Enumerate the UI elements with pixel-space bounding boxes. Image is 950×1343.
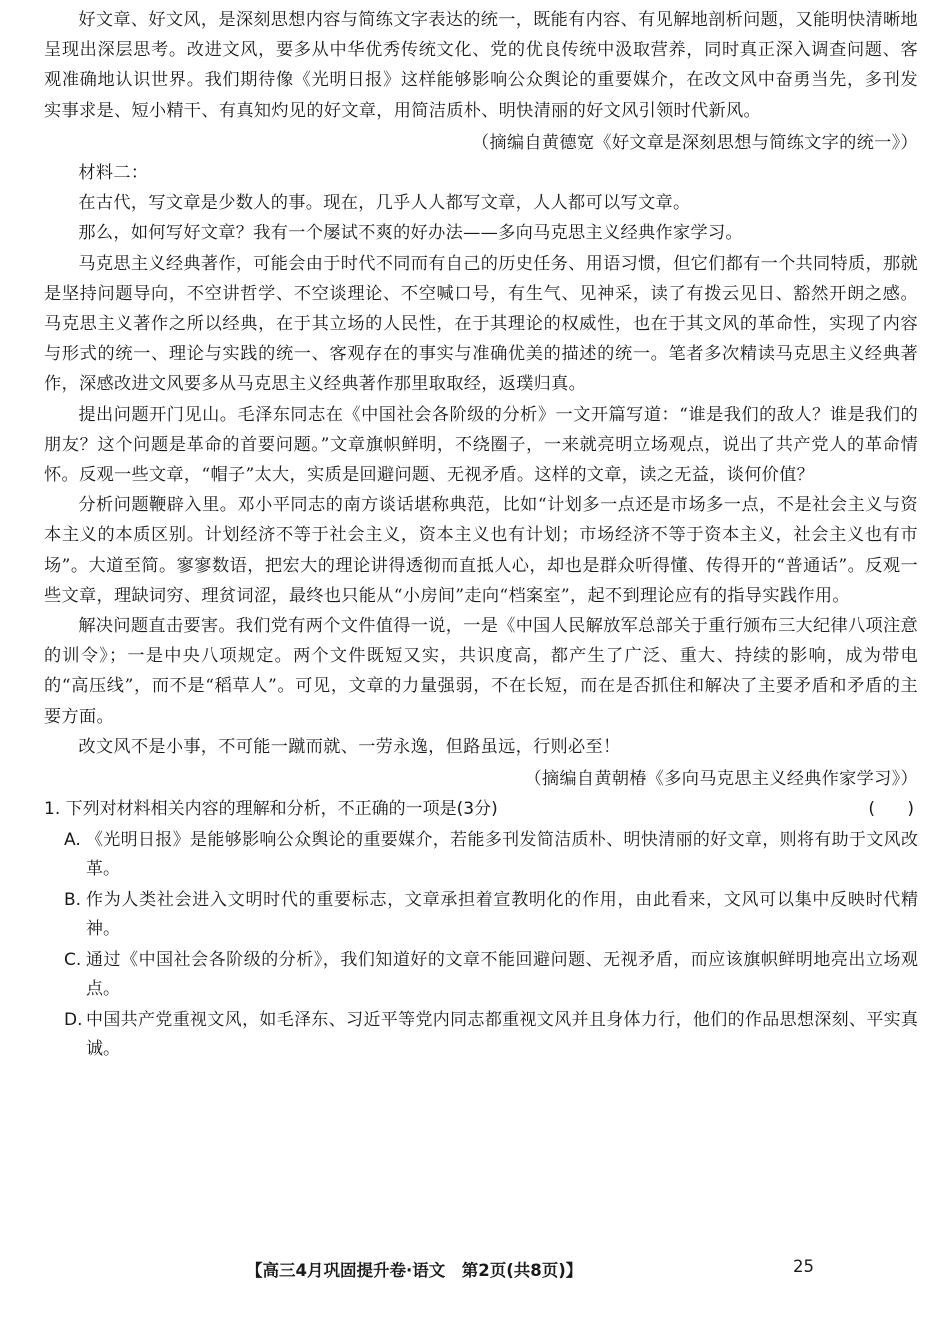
material2-paragraph: 在古代，写文章是少数人的事。现在，几乎人人都写文章，人人都可以写文章。 [78,193,691,214]
page-number: 25 [793,1257,814,1276]
material1-paragraph: 好文章、好文风，是深刻思想内容与简练文字表达的统一，既能有内容、有见解地剖析问题，又能明快清晰地呈现出深层思考。改进文风，要多从中华优秀传统文化、党的优良传统中汲取营养，同时真正深入调查问题、客观准确地认识世界。我们期待像《光明日报》这样能够影响公众舆论的重要媒介，在改文风中奋勇当先，多刊发实事求是、短小精干、有真知灼见的好文章，用简洁质朴、明快清丽的好文风引领时代新风。 [44,10,918,121]
question-stem-text: 1. 下列对材料相关内容的理解和分析，不正确的一项是(3分) [44,799,498,820]
material1-source: （摘编自黄德宽《好文章是深刻思想与简练文字的统一》） [471,132,918,153]
option-c [44,946,918,1005]
exam-page [44,0,918,1343]
option-letter: B. [64,889,82,910]
question-1 [44,795,918,1065]
option-text: 《光明日报》是能够影响公众舆论的重要媒介，若能多刊发简洁质朴、明快清丽的好文章，则将有助于文风改革。 [86,829,918,880]
option-text: 通过《中国社会各阶级的分析》，我们知道好的文章不能回避问题、无视矛盾，而应该旗帜鲜明地亮出立场观点。 [86,949,918,1000]
material2-paragraph: 解决问题直击要害。我们党有两个文件值得一说，一是《中国人民解放军总部关于重行颁布三大纪律八项注意的训令》；一是中央八项规定。两个文件既短又实，共识度高，都产生了广泛、重大、持续的影响，成为带电的“高压线”，而不是“稻草人”。可见，文章的力量强弱，不在长短，而在是否抓住和解决了主要矛盾和矛盾的主要方面。 [44,616,918,727]
option-d [44,1006,918,1065]
material2-heading: 材料二： [78,163,149,184]
material2-paragraph: 马克思主义经典著作，可能会由于时代不同而有自己的历史任务、用语习惯，但它们都有一个共同特质，那就是坚持问题导向，不空讲哲学、不空谈理论、不空喊口号，有生气、见神采，读了有拨云见日、豁然开朗之感。马克思主义著作之所以经典，在于其立场的人民性，在于其理论的权威性，也在于其文风的革命性，实现了内容与形式的统一、理论与实践的统一、客观存在的事实与准确优美的描述的统一。笔者多次精读马克思主义经典著作，深感改进文风要多从马克思主义经典著作那里取取经，返璞归真。 [44,253,918,395]
material2-paragraph: 改文风不是小事，不可能一蹴而就、一劳永逸，但路虽远，行则必至！ [78,736,621,757]
option-text: 中国共产党重视文风，如毛泽东、习近平等党内同志都重视文风并且身体力行，他们的作品思想深刻、平实真诚。 [86,1009,918,1060]
material2-paragraph: 分析问题鞭辟入里。邓小平同志的南方谈话堪称典范，比如“计划多一点还是市场多一点，不是社会主义与资本主义的本质区别。计划经济不等于社会主义，资本主义也有计划；市场经济不等于资本主义，社会主义也有市场”。大道至简。寥寥数语，把宏大的理论讲得透彻而直抵人心，却也是群众听得懂、传得开的“普通话”。反观一些文章，理缺词穷、理贫词涩，最终也只能从“小房间”走向“档案室”，起不到理论应有的指导实践作用。 [44,495,918,606]
option-letter: D. [64,1009,83,1030]
option-letter: A. [64,829,81,850]
material2-paragraph: 提出问题开门见山。毛泽东同志在《中国社会各阶级的分析》一文开篇写道：“谁是我们的敌人？谁是我们的朋友？这个问题是革命的首要问题。”文章旗帜鲜明，不绕圈子，一来就亮明立场观点，说出了共产党人的革命情怀。反观一些文章，“帽子”太大，实质是回避问题、无视矛盾。这样的文章，读之无益，谈何价值？ [44,404,918,486]
question-stem [44,795,918,825]
option-a [44,826,918,885]
option-letter: C. [64,949,82,970]
material2-paragraph: 那么，如何写好文章？我有一个屡试不爽的好办法——多向马克思主义经典作家学习。 [78,223,743,244]
material2-source: （摘编自黄朝椿《多向马克思主义经典作家学习》） [524,769,918,790]
option-text: 作为人类社会进入文明时代的重要标志，文章承担着宣教明化的作用，由此看来，文风可以集中反映时代精神。 [86,889,918,940]
answer-blank[interactable]: ( ) [868,799,914,820]
option-b [44,886,918,945]
footer-label: 【高三4月巩固提升卷·语文 第2页(共8页)】 [246,1261,583,1280]
